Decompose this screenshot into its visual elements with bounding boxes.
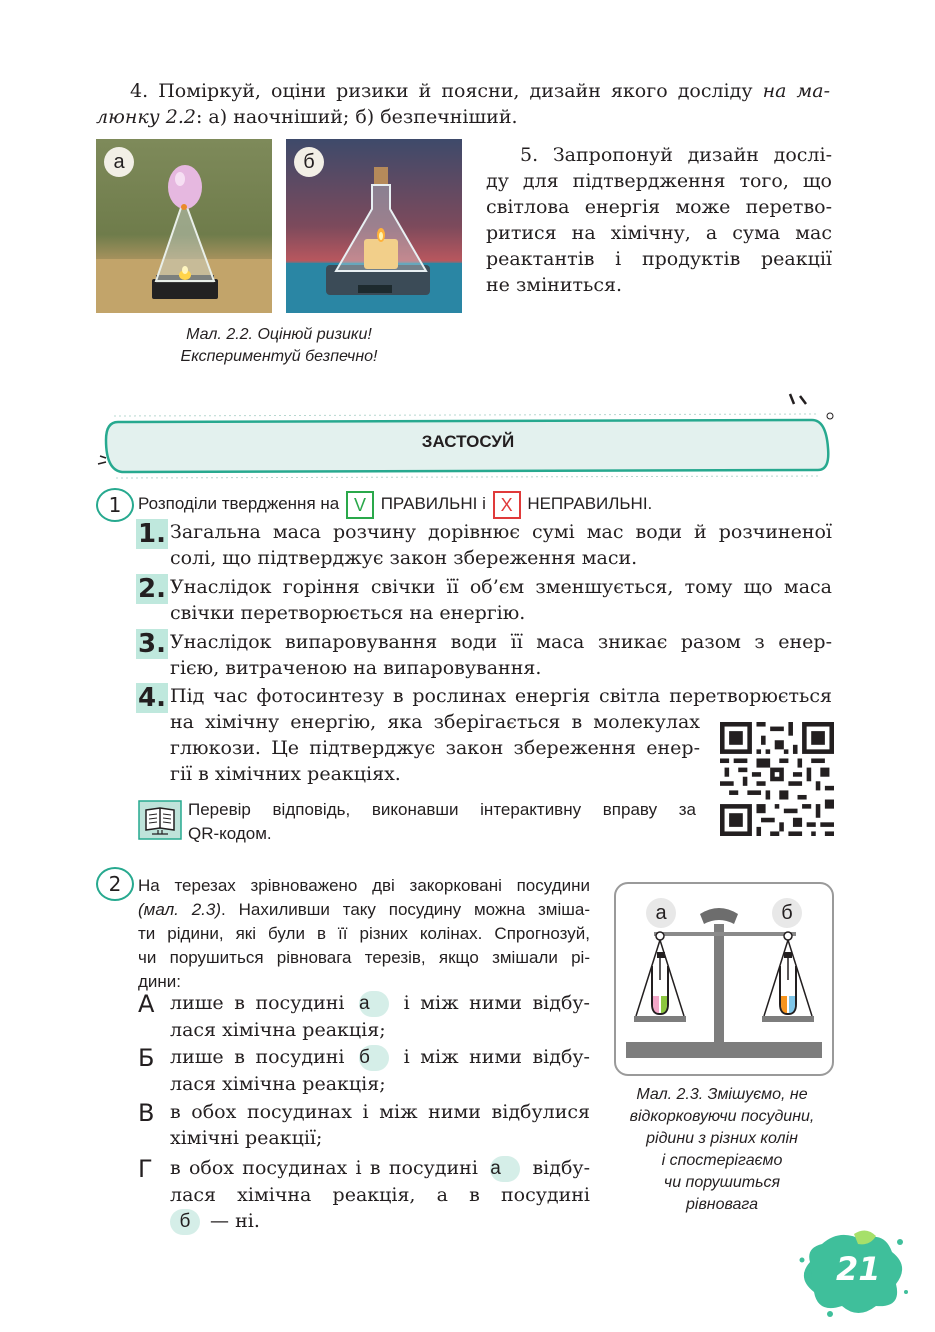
vessel-a-badge: а — [490, 1156, 520, 1182]
ex2-intro: На терезах зрівноважено дві закорковані посудини (мал. 2.3). Нахиливши таку посудину можна зміша- ти рідини, які були в її різних колінах. Спрогнозуй, чи порушиться рівновага терезів, якщо змішали рі- дини: — [138, 876, 591, 991]
ex2-option-g: в обох посудинах і в посудині а відбу- лася хімічна реакція, а в посудині б — ні. — [170, 1155, 590, 1235]
photo-b-label: б — [294, 147, 324, 177]
photo-b — [286, 139, 462, 313]
figure-2-3-caption: Мал. 2.3. Змішуємо, не відкорковуючи посудини, рідини з різних колін і спостерігаємо чи порушиться рівновага — [629, 1086, 815, 1213]
figure-2-2-caption: Мал. 2.2. Оцінюй ризики! Експериментуй безпечно! — [180, 326, 378, 365]
vessel-b-badge: б — [170, 1209, 200, 1235]
figure-label-a: а — [646, 898, 676, 928]
ex2-option-b: лише в посудині б і між ними відбу- лася хімічна реакція; — [170, 1046, 590, 1095]
qr-code-icon[interactable] — [720, 722, 834, 836]
photo-a-label: а — [104, 147, 134, 177]
figure-2-3 — [614, 882, 834, 1076]
task4-line2: люнку 2.2: а) наочніший; б) безпечніший. — [96, 106, 518, 128]
page-number: 21 — [836, 1250, 881, 1288]
ex1-item-3-number: 3. — [138, 629, 166, 659]
ex2-option-b-letter: Б — [138, 1044, 155, 1072]
ex1-item-2: Унаслідок горіння свічки її об’єм зменшується, тому що маса свічки перетворюється на енергію. — [170, 576, 832, 624]
vessel-b-badge: б — [359, 1045, 389, 1071]
ex1-check-note: Перевір відповідь, виконавши інтерактивну вправу за QR-кодом. — [188, 800, 696, 843]
photo-a — [96, 139, 272, 313]
section-header — [96, 392, 840, 492]
ex1-item-2-number: 2. — [138, 574, 166, 604]
ex1-item-4-number: 4. — [138, 683, 166, 713]
ex1-number-badge: 1 — [96, 488, 134, 522]
ex1-item-1: Загальна маса розчину дорівнює сумі мас води й розчиненої солі, що підтверджує закон збереження маси. — [170, 521, 832, 569]
section-title: ЗАСТОСУЙ — [421, 432, 515, 451]
ex2-number-badge: 2 — [96, 867, 134, 901]
vessel-a-badge: а — [359, 991, 389, 1017]
ex2-option-g-letter: Г — [138, 1155, 153, 1183]
ex1-prompt: Розподіли твердження на V ПРАВИЛЬНІ і X НЕПРАВИЛЬНІ. — [138, 490, 652, 519]
check-box-icon: V — [346, 491, 374, 519]
ex2-option-v: в обох посудинах і між ними відбулися хімічні реакції; — [170, 1101, 590, 1149]
interactive-book-icon — [138, 800, 182, 840]
ex2-option-a-letter: А — [138, 990, 155, 1018]
figure-label-b: б — [772, 898, 802, 928]
ex2-option-v-letter: В — [138, 1099, 155, 1127]
task4-line1: 4. Поміркуй, оціни ризики й поясни, дизайн якого досліду на ма- — [130, 80, 830, 102]
ex1-item-3: Унаслідок випаровування води її маса зникає разом з енер- гією, витраченою на випаровування. — [170, 631, 832, 679]
ex1-item-1-number: 1. — [138, 519, 166, 549]
cross-box-icon: X — [493, 491, 521, 519]
ex1-item-4: Під час фотосинтезу в рослинах енергія світла перетворюється на хімічну енергію, яка зберігається в молекулах глюкози. Це підтверджує закон збереження енер- гії в хімічних реакціях. — [170, 685, 832, 785]
ex2-option-a: лише в посудині а і між ними відбу- лася хімічна реакція; — [170, 992, 590, 1041]
task5-text: 5. Запропонуй дизайн дослі- ду для підтвердження того, що світлова енергія може перетво- ритися на хімічну, а сума мас реактантів і продуктів реакції не зміниться. — [486, 144, 832, 296]
